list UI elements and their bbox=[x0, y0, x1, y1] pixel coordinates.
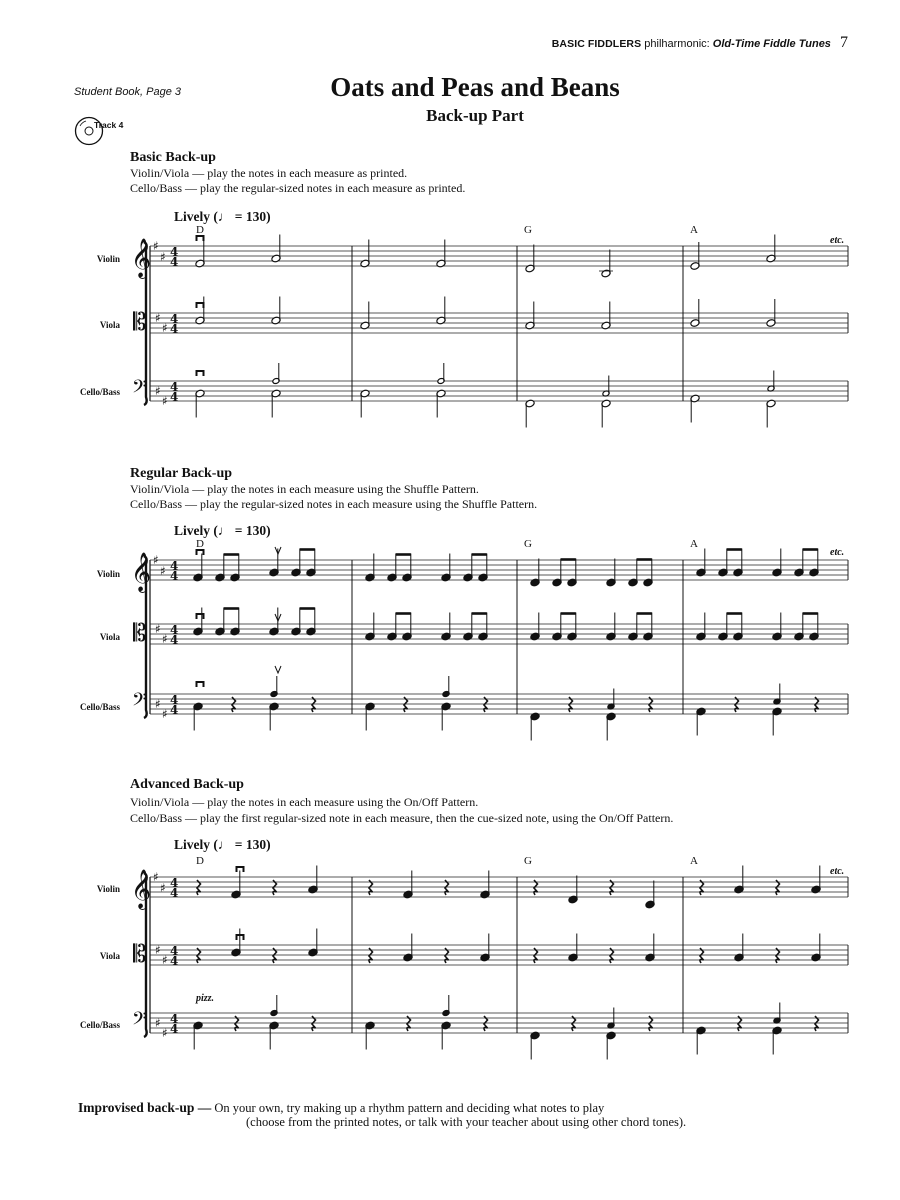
tempo-label: Lively bbox=[174, 523, 210, 538]
alto-clef-icon: 𝄡 bbox=[133, 940, 147, 968]
time-signature: 4 bbox=[170, 944, 179, 958]
tempo-label: Lively bbox=[174, 209, 210, 224]
tempo-value: = 130) bbox=[234, 837, 271, 852]
pizz-marking: pizz. bbox=[196, 993, 215, 1004]
bass-clef-icon: 𝄢 bbox=[132, 690, 147, 715]
time-signature: 4 bbox=[170, 623, 179, 637]
etc-marking: etc. bbox=[830, 547, 845, 558]
section-regular-title: Regular Back-up bbox=[130, 466, 233, 481]
instrument-label-cello-bass: Cello/Bass bbox=[79, 702, 120, 712]
sharp-icon: ♯ bbox=[155, 311, 161, 325]
treble-clef-icon: 𝄞 bbox=[131, 238, 152, 278]
instrument-label-cello-bass: Cello/Bass bbox=[79, 1020, 120, 1030]
time-signature: 4 bbox=[170, 559, 179, 573]
instrument-label-violin: Violin bbox=[96, 884, 120, 894]
time-signature: 4 bbox=[170, 312, 179, 326]
section-basic-line-2: Cello/Bass — play the regular-sized notes in each measure as printed. bbox=[130, 181, 466, 195]
time-signature: 4 bbox=[170, 886, 179, 900]
tempo-value: = 130) bbox=[234, 523, 271, 538]
chord-symbol-g: G bbox=[524, 538, 532, 550]
footer-line-1: On your own, try making up a rhythm pattern and deciding what notes to play bbox=[214, 1101, 605, 1115]
chord-symbol-a: A bbox=[690, 855, 698, 867]
sharp-icon: ♯ bbox=[155, 697, 161, 711]
sharp-icon: ♯ bbox=[153, 553, 159, 567]
instrument-label-violin: Violin bbox=[96, 569, 120, 579]
cd-track-label: Track 4 bbox=[94, 120, 124, 130]
time-signature: 4 bbox=[170, 245, 179, 259]
time-signature: 4 bbox=[170, 569, 179, 583]
footer-line-2: (choose from the printed notes, or talk with your teacher about using other chord tones). bbox=[246, 1115, 687, 1129]
sharp-icon: ♯ bbox=[162, 632, 168, 646]
sharp-icon: ♯ bbox=[160, 250, 166, 264]
alto-clef-icon: 𝄡 bbox=[133, 619, 147, 647]
treble-clef-icon: 𝄞 bbox=[131, 869, 152, 909]
chord-symbol-d: D bbox=[196, 855, 204, 867]
chord-symbol-a: A bbox=[690, 538, 698, 550]
alto-clef-icon: 𝄡 bbox=[133, 308, 147, 336]
tempo-marking: Lively (♩ = 130) bbox=[174, 523, 271, 538]
instrument-label-violin: Violin bbox=[96, 254, 120, 264]
quarter-note-icon: ♩ bbox=[217, 837, 232, 852]
quarter-note-icon: ♩ bbox=[217, 523, 232, 538]
section-advanced-line-2: Cello/Bass — play the first regular-sized note in each measure, then the cue-sized note, using the On/Off Pattern. bbox=[130, 811, 674, 825]
time-signature: 4 bbox=[170, 633, 179, 647]
sharp-icon: ♯ bbox=[155, 384, 161, 398]
time-signature: 4 bbox=[170, 693, 179, 707]
sharp-icon: ♯ bbox=[162, 394, 168, 408]
instrument-label-viola: Viola bbox=[99, 320, 120, 330]
section-regular-line-1: Violin/Viola — play the notes in each measure using the Shuffle Pattern. bbox=[130, 482, 479, 496]
time-signature: 4 bbox=[170, 380, 179, 394]
section-regular-line-2: Cello/Bass — play the regular-sized notes in each measure using the Shuffle Pattern. bbox=[130, 497, 538, 511]
footer-lead: Improvised back-up — bbox=[78, 1100, 212, 1115]
book-reference: Student Book, Page 3 bbox=[74, 86, 182, 98]
page-subtitle: Back-up Part bbox=[426, 106, 524, 125]
page-number: 7 bbox=[840, 34, 848, 51]
tempo-marking: Lively (♩ = 130) bbox=[174, 837, 271, 852]
instrument-label-cello-bass: Cello/Bass bbox=[79, 387, 120, 397]
sharp-icon: ♯ bbox=[153, 239, 159, 253]
instrument-label-viola: Viola bbox=[99, 951, 120, 961]
tempo-marking: Lively (♩ = 130) bbox=[174, 209, 271, 224]
section-advanced-title: Advanced Back-up bbox=[130, 777, 244, 792]
time-signature: 4 bbox=[170, 390, 179, 404]
tempo-value: = 130) bbox=[234, 209, 271, 224]
section-basic-title: Basic Back-up bbox=[130, 150, 216, 165]
sharp-icon: ♯ bbox=[162, 1026, 168, 1040]
time-signature: 4 bbox=[170, 1022, 179, 1036]
etc-marking: etc. bbox=[830, 235, 845, 246]
header-series: Old-Time Fiddle Tunes bbox=[712, 38, 831, 50]
bass-clef-icon: 𝄢 bbox=[132, 1009, 147, 1034]
section-basic-line-1: Violin/Viola — play the notes in each measure as printed. bbox=[130, 166, 408, 180]
sharp-icon: ♯ bbox=[160, 564, 166, 578]
time-signature: 4 bbox=[170, 954, 179, 968]
tempo-label: Lively bbox=[174, 837, 210, 852]
time-signature: 4 bbox=[170, 255, 179, 269]
time-signature: 4 bbox=[170, 1012, 179, 1026]
chord-symbol-d: D bbox=[196, 224, 204, 236]
sharp-icon: ♯ bbox=[162, 707, 168, 721]
chord-symbol-g: G bbox=[524, 855, 532, 867]
chord-symbol-g: G bbox=[524, 224, 532, 236]
sharp-icon: ♯ bbox=[153, 870, 159, 884]
time-signature: 4 bbox=[170, 876, 179, 890]
instrument-label-viola: Viola bbox=[99, 632, 120, 642]
chord-symbol-a: A bbox=[690, 224, 698, 236]
bass-clef-icon: 𝄢 bbox=[132, 377, 147, 402]
time-signature: 4 bbox=[170, 322, 179, 336]
sharp-icon: ♯ bbox=[155, 1016, 161, 1030]
sharp-icon: ♯ bbox=[160, 881, 166, 895]
sharp-icon: ♯ bbox=[162, 321, 168, 335]
chord-symbol-d: D bbox=[196, 538, 204, 550]
treble-clef-icon: 𝄞 bbox=[131, 552, 152, 592]
section-advanced-line-1: Violin/Viola — play the notes in each measure using the On/Off Pattern. bbox=[130, 795, 479, 809]
page-title: Oats and Peas and Beans bbox=[330, 72, 620, 102]
header-brand: BASIC FIDDLERS bbox=[551, 38, 642, 50]
quarter-note-icon: ♩ bbox=[217, 209, 232, 224]
sharp-icon: ♯ bbox=[162, 953, 168, 967]
time-signature: 4 bbox=[170, 703, 179, 717]
sharp-icon: ♯ bbox=[155, 622, 161, 636]
footer-instructions bbox=[78, 1100, 604, 1116]
etc-marking: etc. bbox=[830, 866, 845, 877]
header-imprint: philharmonic: bbox=[644, 38, 710, 50]
sharp-icon: ♯ bbox=[155, 943, 161, 957]
